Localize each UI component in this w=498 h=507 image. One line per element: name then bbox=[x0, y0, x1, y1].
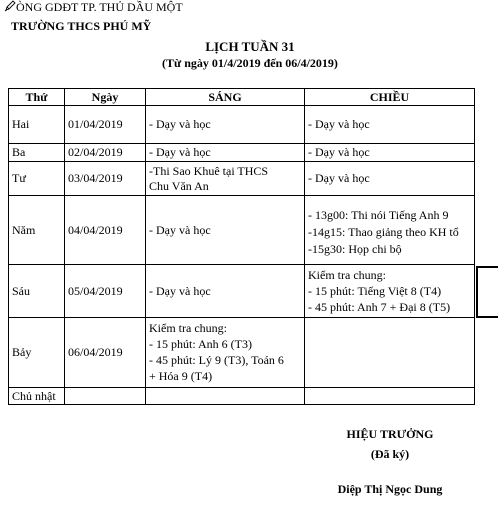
table-row bbox=[9, 318, 475, 388]
date-cell[interactable]: 02/04/2019 bbox=[65, 144, 146, 162]
date-cell[interactable] bbox=[65, 388, 146, 405]
signature-name: Diệp Thị Ngọc Dung bbox=[337, 482, 443, 496]
morning-cell[interactable] bbox=[146, 196, 305, 265]
table-row bbox=[9, 162, 475, 196]
morning-line: - 15 phút: Anh 6 (T3) bbox=[149, 337, 252, 351]
morning-cell[interactable] bbox=[146, 106, 305, 144]
column-header-afternoon: CHIỀU bbox=[305, 89, 475, 106]
afternoon-cell[interactable] bbox=[305, 162, 475, 196]
school-name: TRƯỜNG THCS PHÚ MỸ bbox=[11, 19, 152, 33]
date-cell[interactable]: 05/04/2019 bbox=[65, 265, 146, 318]
morning-cell[interactable] bbox=[146, 162, 305, 196]
day-cell[interactable]: Bảy bbox=[9, 318, 65, 388]
afternoon-line: - Dạy và học bbox=[308, 145, 370, 159]
table-row bbox=[9, 106, 475, 144]
afternoon-line: - 13g00: Thi nói Tiếng Anh 9 bbox=[308, 208, 449, 222]
afternoon-line: -14g15: Thao giảng theo KH tổ bbox=[308, 225, 459, 239]
morning-line: - Dạy và học bbox=[149, 283, 211, 298]
afternoon-line: -15g30: Họp chi bộ bbox=[308, 242, 402, 256]
weekly-schedule-table bbox=[8, 88, 475, 405]
table-row bbox=[9, 196, 475, 265]
date-cell[interactable]: 03/04/2019 bbox=[65, 162, 146, 196]
afternoon-cell[interactable] bbox=[305, 318, 475, 388]
afternoon-cell[interactable] bbox=[305, 106, 475, 144]
day-cell[interactable]: Hai bbox=[9, 106, 65, 144]
day-cell[interactable]: Sáu bbox=[9, 265, 65, 318]
day-cell[interactable]: Chủ nhật bbox=[9, 388, 65, 405]
day-cell[interactable]: Tư bbox=[9, 162, 65, 196]
morning-line: -Thi Sao Khuê tại THCS bbox=[149, 164, 269, 178]
selected-cell-indicator[interactable] bbox=[476, 266, 498, 318]
column-header-date: Ngày bbox=[65, 89, 146, 106]
table-row bbox=[9, 388, 475, 405]
morning-line: - Dạy và học bbox=[149, 145, 211, 159]
date-cell[interactable]: 04/04/2019 bbox=[65, 196, 146, 265]
edit-pencil-icon bbox=[4, 0, 16, 12]
afternoon-line: - Dạy và học bbox=[308, 171, 370, 185]
column-header-day: Thứ bbox=[9, 89, 65, 106]
morning-cell[interactable] bbox=[146, 318, 305, 388]
morning-line: - Dạy và học bbox=[149, 117, 211, 131]
afternoon-line: Kiểm tra chung: bbox=[308, 268, 386, 282]
afternoon-cell[interactable] bbox=[305, 196, 475, 265]
table-header-row bbox=[9, 89, 475, 106]
page-title: LỊCH TUẦN 31 bbox=[205, 39, 295, 54]
morning-cell[interactable] bbox=[146, 144, 305, 162]
day-cell[interactable]: Ba bbox=[9, 144, 65, 162]
afternoon-line: - 45 phút: Anh 7 + Đại 8 (T5) bbox=[308, 300, 451, 314]
morning-line: - 45 phút: Lý 9 (T3), Toán 6 bbox=[149, 353, 284, 367]
afternoon-cell[interactable] bbox=[305, 388, 475, 405]
afternoon-cell[interactable] bbox=[305, 265, 475, 318]
morning-line: Chu Văn An bbox=[149, 179, 209, 193]
department-line bbox=[4, 0, 183, 15]
afternoon-line: - Dạy và học bbox=[308, 117, 370, 131]
date-cell[interactable]: 01/04/2019 bbox=[65, 106, 146, 144]
morning-line: Kiểm tra chung: bbox=[149, 321, 227, 335]
afternoon-cell[interactable] bbox=[305, 144, 475, 162]
date-range: (Từ ngày 01/4/2019 đến 06/4/2019) bbox=[162, 56, 338, 70]
signature-role: HIỆU TRƯỞNG bbox=[346, 427, 434, 441]
morning-cell[interactable] bbox=[146, 388, 305, 405]
table-row bbox=[9, 265, 475, 318]
column-header-morning: SÁNG bbox=[146, 89, 305, 106]
date-cell[interactable]: 06/04/2019 bbox=[65, 318, 146, 388]
signature-status: (Đã ký) bbox=[370, 447, 410, 461]
morning-line: + Hóa 9 (T4) bbox=[149, 369, 213, 383]
afternoon-line: - 15 phút: Tiếng Việt 8 (T4) bbox=[308, 284, 442, 298]
morning-cell[interactable] bbox=[146, 265, 305, 318]
day-cell[interactable]: Năm bbox=[9, 196, 65, 265]
morning-line: - Dạy và học bbox=[149, 222, 211, 237]
department-name: ÒNG GDĐT TP. THỦ DẦU MỘT bbox=[16, 0, 183, 14]
table-row bbox=[9, 144, 475, 162]
